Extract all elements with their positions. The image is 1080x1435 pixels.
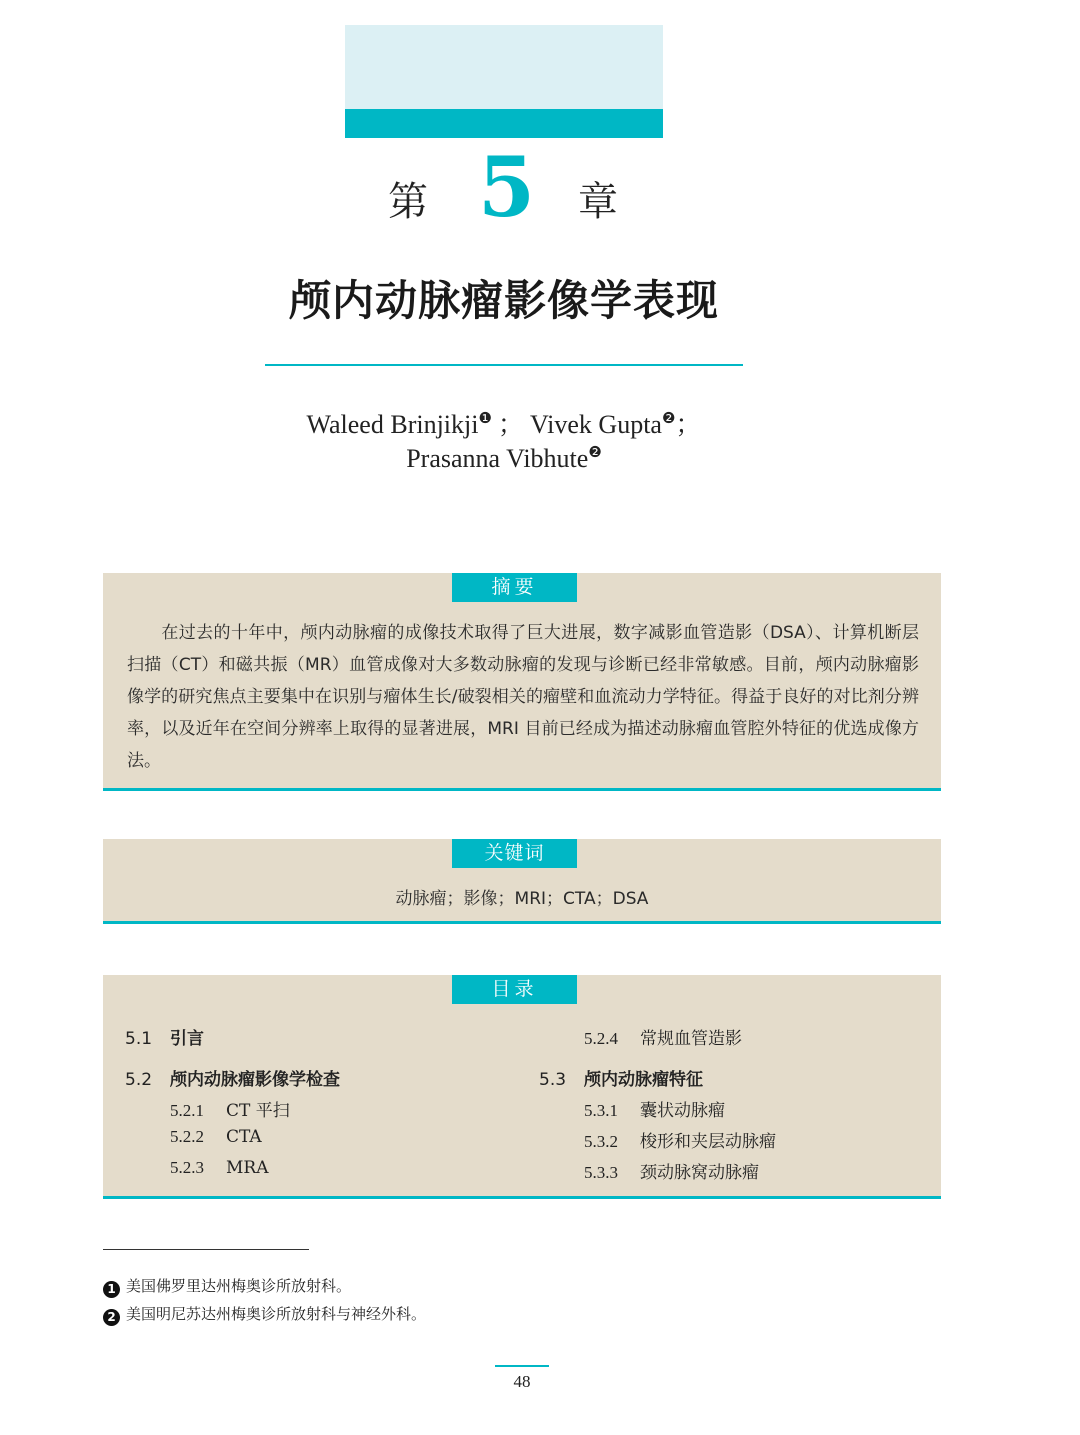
footnote-2: 2 美国明尼苏达州梅奥诊所放射科与神经外科。 [103,1303,426,1326]
authors-line-2 [0,443,1008,474]
page-number-rule [495,1365,549,1367]
footnote-mark: 2 [103,1309,120,1326]
toc-label: 目录 [452,975,577,1004]
keywords-label: 关键词 [452,839,577,868]
chapter-title: 颅内动脉瘤影像学表现 [288,276,719,325]
abstract-text: 在过去的十年中，颅内动脉瘤的成像技术取得了巨大进展，数字减影血管造影（DSA）、计算机断层扫描（CT）和磁共振（MR）血管成像对大多数动脉瘤的发现与诊断已经非常敏感。目前，颅内动脉瘤影像学的研究焦点主要集中在识别与瘤体生长/破裂相关的瘤壁和血流动力学特征。得益于良好的对比剂分辨率，以及近年在空间分辨率上取得的显著进展，MRI 目前已经成为描述动脉瘤血管腔外特征的优选成像方法。 [127,623,919,771]
author-affiliation-mark: ❷ [588,445,602,461]
footnote-1: 1 美国佛罗里达州梅奥诊所放射科。 [103,1275,351,1298]
author-affiliation-mark: ❶ [478,411,492,427]
footnote-mark: 1 [103,1281,120,1298]
footnote-divider [103,1249,309,1250]
toc-box [103,975,941,1199]
toc-item[interactable]: 5.3.2 梭形和夹层动脉瘤 [584,1132,776,1152]
title-divider [265,364,743,366]
author-affiliation-mark: ❷ [661,411,676,427]
chapter-header-block-dark [345,109,663,138]
toc-item[interactable]: 5.1 引言 [125,1029,204,1049]
abstract-label: 摘要 [452,573,577,602]
abstract-box [103,573,941,791]
toc-item[interactable]: 5.2.3 MRA [170,1158,269,1178]
keywords-box [103,839,941,924]
toc-item[interactable]: 5.2.2 CTA [170,1127,262,1147]
author-separator: ； [497,410,524,439]
chapter-header-block-light [345,25,663,109]
toc-item[interactable]: 5.2 颅内动脉瘤影像学检查 [125,1070,340,1090]
toc-item[interactable]: 5.2.4 常规血管造影 [584,1029,742,1049]
author-name: Waleed Brinjikji [306,410,479,439]
chapter-prefix: 第 [388,179,428,225]
keywords-text: 动脉瘤；影像；MRI；CTA；DSA [395,889,649,909]
toc-item[interactable]: 5.3.1 囊状动脉瘤 [584,1101,725,1121]
toc-item[interactable]: 5.3 颅内动脉瘤特征 [539,1070,703,1090]
author-name: Prasanna Vibhute [406,444,589,473]
page-number: 48 [513,1372,531,1391]
toc-item[interactable]: 5.2.1 CT 平扫 [170,1101,290,1121]
authors-line-1 [0,404,1008,441]
chapter-number: 5 [478,140,536,236]
chapter-suffix: 章 [578,179,618,225]
author-name: Vivek Gupta [529,410,662,439]
author-separator: ； [675,410,702,439]
toc-item[interactable]: 5.3.3 颈动脉窝动脉瘤 [584,1163,759,1183]
